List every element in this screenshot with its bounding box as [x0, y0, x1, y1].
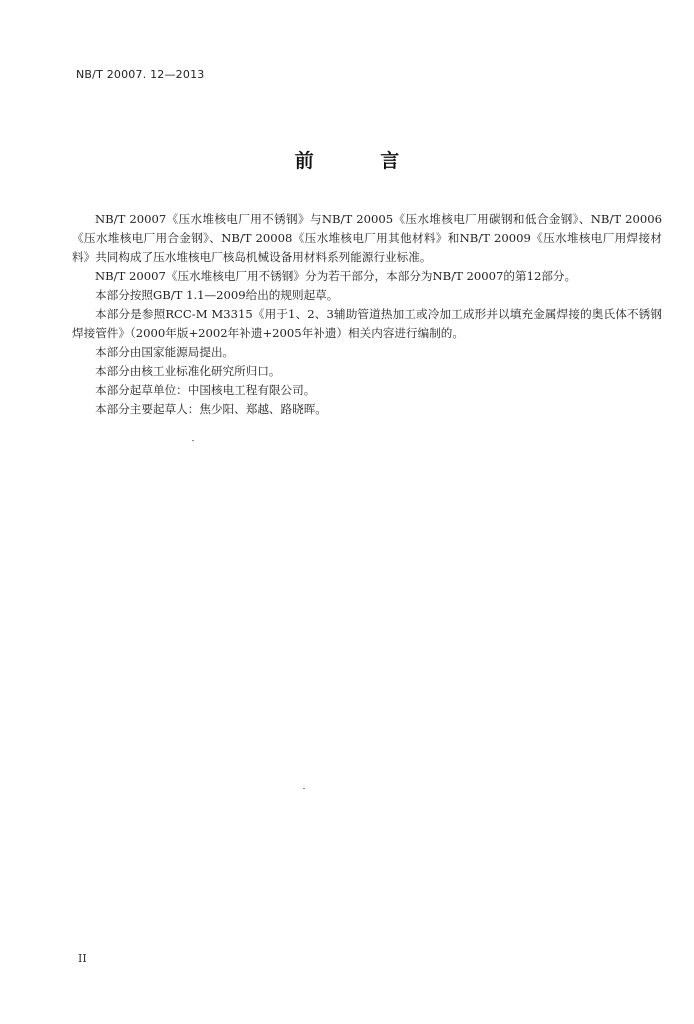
paragraph: NB/T 20007《压水堆核电厂用不锈钢》分为若干部分，本部分为NB/T 20007的第12部分。 [95, 269, 577, 283]
scan-speck [192, 440, 194, 441]
paragraph: 本部分由国家能源局提出。 [95, 345, 235, 359]
paragraph: NB/T 20007《压水堆核电厂用不锈钢》与NB/T 20005《压水堆核电厂用碳钢和低合金钢》、NB/T 20006《压水堆核电厂用合金钢》、NB/T 20008《压水堆核电厂用其他材料》和NB/T 20009《压水堆核电厂用焊接材料》共同构成了压水堆核电厂核岛机械设备用材料系列能源行业标准。 [72, 212, 662, 264]
standard-code: NB/T 20007. 12—2013 [76, 68, 205, 81]
paragraph: 本部分起草单位：中国核电工程有限公司。 [95, 383, 316, 397]
paragraph: 本部分主要起草人：焦少阳、郑越、路晓晖。 [95, 402, 327, 416]
scan-speck [303, 788, 305, 789]
paragraph: 本部分由核工业标准化研究所归口。 [95, 364, 281, 378]
page-title: 前 言 [294, 150, 430, 172]
document-body [72, 210, 662, 419]
paragraph: 本部分是参照RCC-M M3315《用于1、2、3辅助管道热加工或冷加工成形并以填充金属焊接的奥氏体不锈钢焊接管件》（2000年版+2002年补遗+2005年补遗）相关内容进行编制的。 [72, 307, 662, 340]
paragraph: 本部分按照GB/T 1.1—2009给出的规则起草。 [95, 288, 339, 302]
page-number: II [78, 952, 87, 965]
